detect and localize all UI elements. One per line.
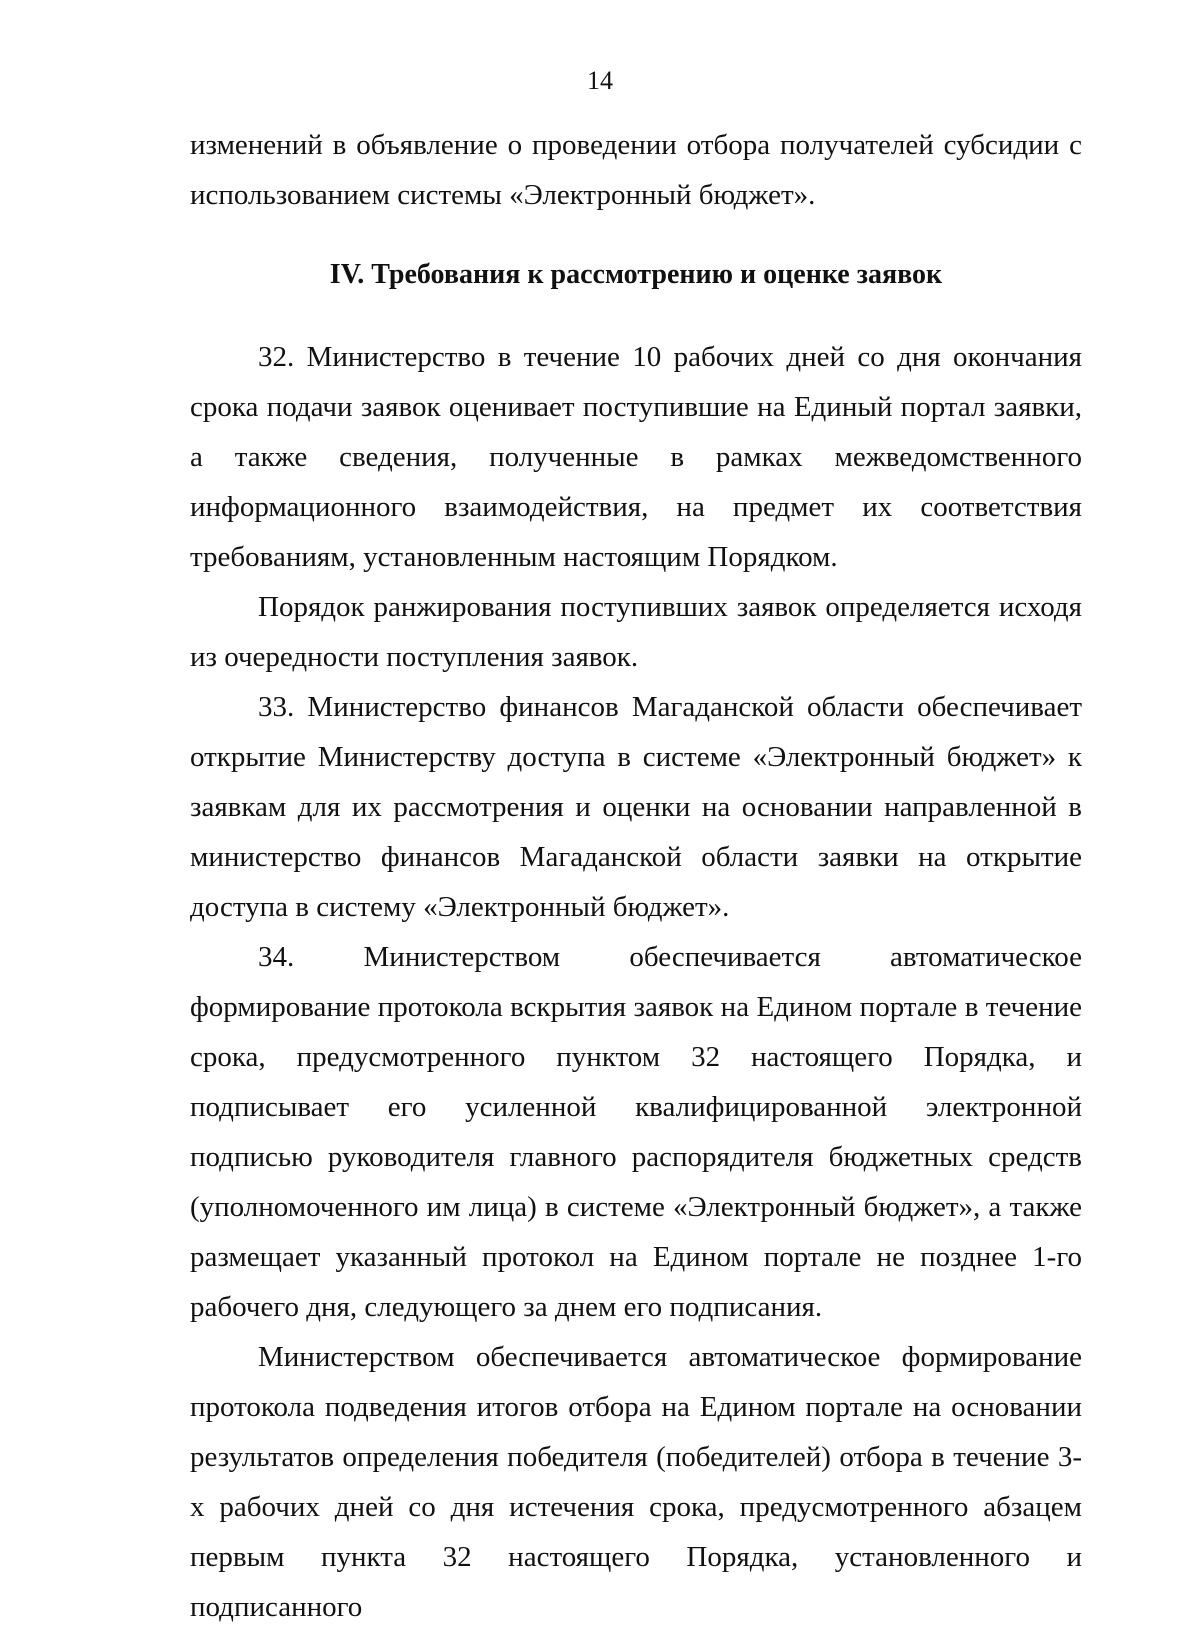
document-body — [190, 120, 1082, 1632]
section-heading: IV. Требования к рассмотрению и оценке заявок — [329, 259, 943, 290]
page-number: 14 — [587, 66, 613, 95]
paragraph-34-results: Министерством обеспечивается автоматическое формирование протокола подведения итогов отбора на Едином портале на основании результатов определения победителя (победителей) отбора в течение 3-х рабочих дней со дня истечения срока, предусмотренного абзацем первым пункта 32 настоящего Порядка, установленного и подписанного — [190, 1341, 1082, 1623]
paragraph-32-ranking: Порядок ранжирования поступивших заявок определяется исходя из очередности поступления заявок. — [190, 591, 1082, 673]
paragraph-continuation: изменений в объявление о проведении отбора получателей субсидии с использованием системы «Электронный бюджет». — [190, 129, 1082, 211]
paragraph-32: 32. Министерство в течение 10 рабочих дней со дня окончания срока подачи заявок оценивает поступившие на Единый портал заявки, а также сведения, полученные в рамках межведомственного информационного взаимодействия, на предмет их соответствия требованиям, установленным настоящим Порядком. — [190, 341, 1082, 573]
paragraph-34: 34. Министерством обеспечивается автоматическое формирование протокола вскрытия заявок на Едином портале в течение срока, предусмотренного пунктом 32 настоящего Порядка, и подписывает его усиленной квалифицированной электронной подписью руководителя главного распорядителя бюджетных средств (уполномоченного им лица) в системе «Электронный бюджет», а также размещает указанный протокол на Едином портале не позднее 1-го рабочего дня, следующего за днем его подписания. — [190, 941, 1082, 1323]
paragraph-33: 33. Министерство финансов Магаданской области обеспечивает открытие Министерству доступа в системе «Электронный бюджет» к заявкам для их рассмотрения и оценки на основании направленной в министерство финансов Магаданской области заявки на открытие доступа в систему «Электронный бюджет». — [190, 691, 1082, 923]
